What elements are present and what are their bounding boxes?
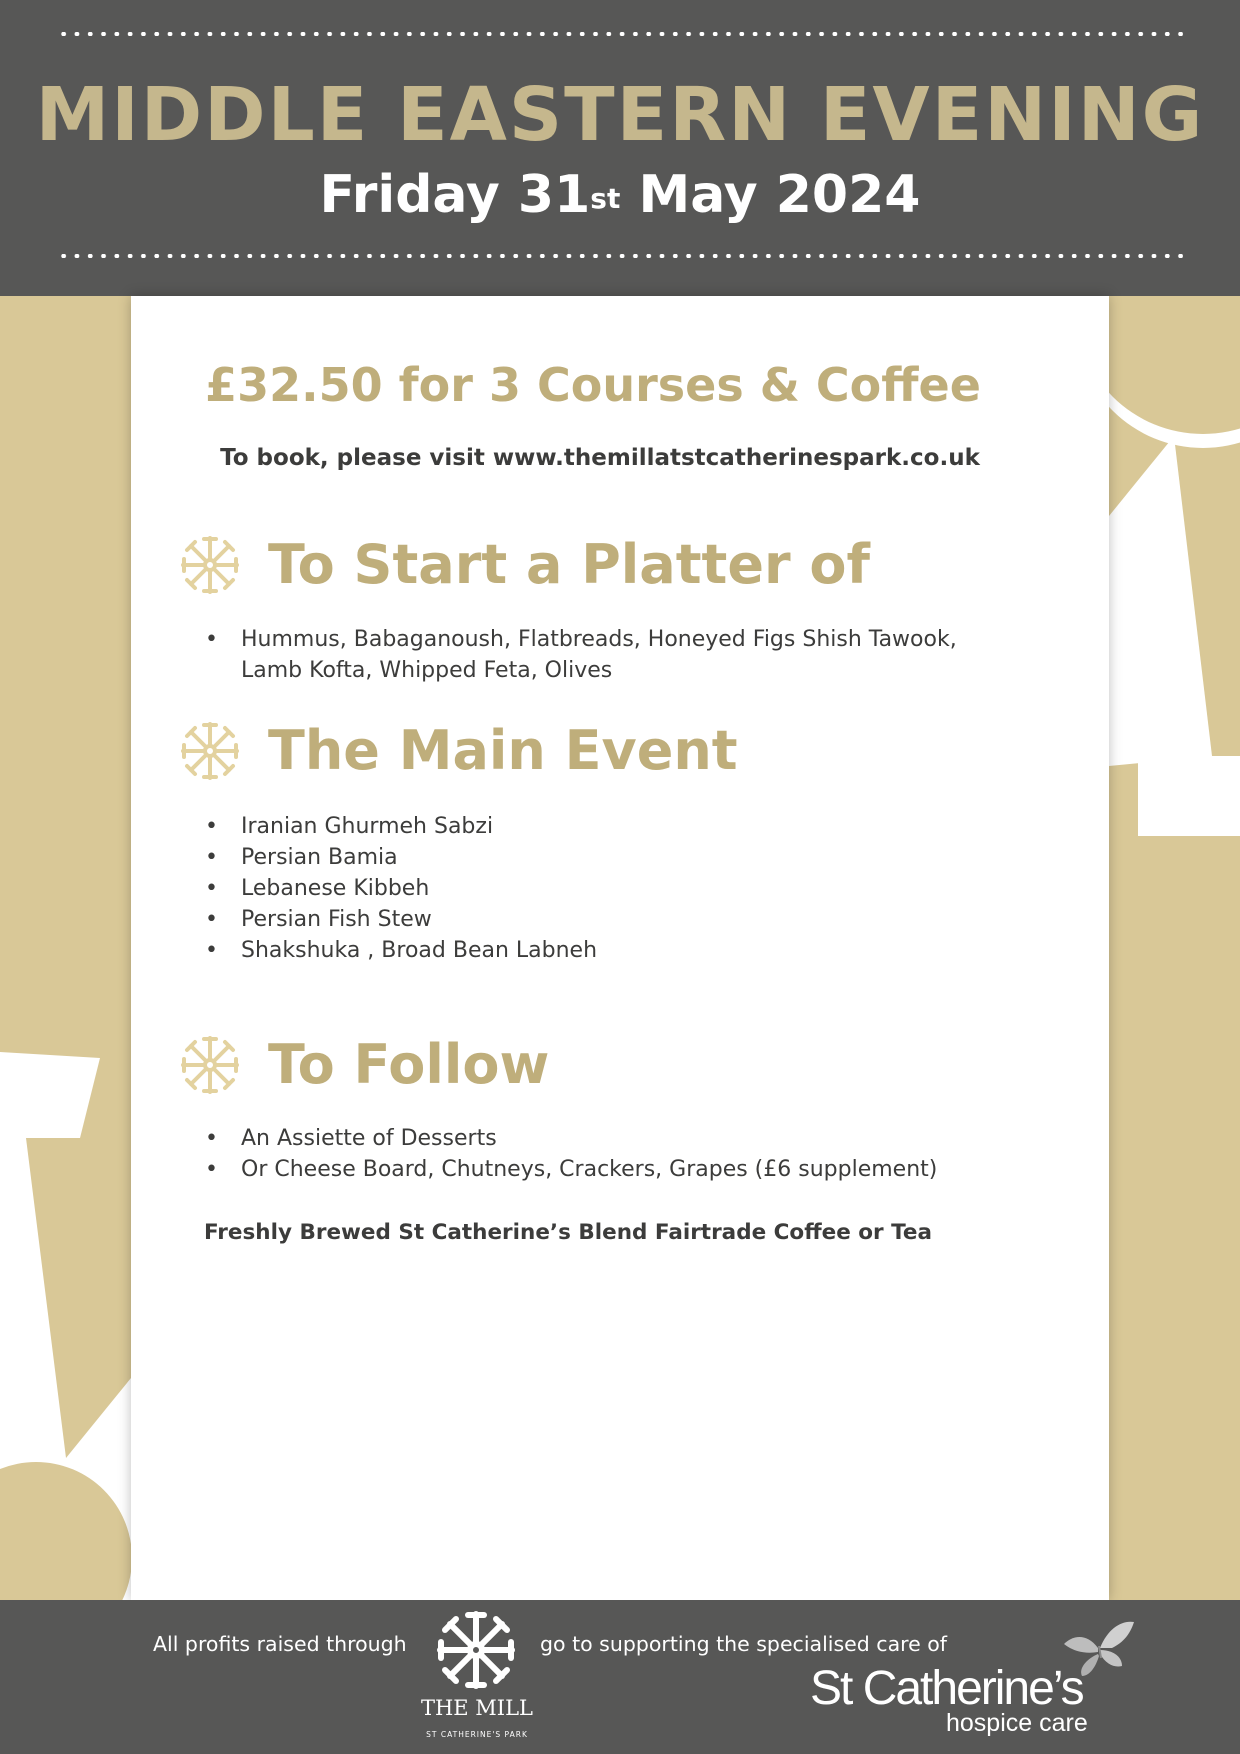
main-course-list xyxy=(205,811,597,966)
list-item: • An Assiette of Desserts xyxy=(205,1123,937,1154)
list-item: • Persian Fish Stew xyxy=(205,904,597,935)
footer-text-right: go to supporting the specialised care of xyxy=(540,1632,947,1656)
booking-info: To book, please visit www.themillatstcatherinespark.co.uk xyxy=(220,445,980,471)
header-banner xyxy=(0,0,1240,296)
list-item: • Or Cheese Board, Chutneys, Crackers, Grapes (£6 supplement) xyxy=(205,1154,937,1185)
list-item: • Iranian Ghurmeh Sabzi xyxy=(205,811,597,842)
coffee-note: Freshly Brewed St Catherine’s Blend Fairtrade Coffee or Tea xyxy=(204,1220,933,1245)
mill-wheel-icon xyxy=(178,1033,242,1097)
footer-text-left: All profits raised through xyxy=(153,1632,407,1656)
list-item: • Hummus, Babaganoush, Flatbreads, Honeyed Figs Shish Tawook, Lamb Kofta, Whipped Feta, Olives xyxy=(205,624,957,686)
charity-logo-name: St Catherine’s xyxy=(810,1662,1083,1715)
section-heading-main xyxy=(178,716,738,786)
list-item: • Lebanese Kibbeh xyxy=(205,873,597,904)
section-title: To Follow xyxy=(268,1033,550,1096)
mill-wheel-icon xyxy=(178,719,242,783)
list-item: • Persian Bamia xyxy=(205,842,597,873)
section-heading-dessert xyxy=(178,1030,549,1100)
dotted-divider-bottom xyxy=(57,254,1183,258)
list-item: • Shakshuka , Broad Bean Labneh xyxy=(205,935,597,966)
starter-list xyxy=(205,624,957,686)
mill-logo-subtitle: ST CATHERINE'S PARK xyxy=(426,1730,528,1739)
section-title: The Main Event xyxy=(268,719,738,782)
charity-logo-subtitle: hospice care xyxy=(946,1709,1088,1737)
mill-logo-name: THE MILL xyxy=(420,1696,533,1720)
section-heading-starter xyxy=(178,530,870,600)
dessert-list xyxy=(205,1123,937,1185)
mill-wheel-icon xyxy=(434,1608,518,1692)
mill-wheel-icon xyxy=(178,533,242,597)
event-title: MIDDLE EASTERN EVENING xyxy=(35,72,1205,158)
price-headline: £32.50 for 3 Courses & Coffee xyxy=(205,358,981,412)
section-title: To Start a Platter of xyxy=(268,533,870,596)
dotted-divider-top xyxy=(57,32,1183,36)
event-date: Friday 31st May 2024 xyxy=(319,165,921,225)
